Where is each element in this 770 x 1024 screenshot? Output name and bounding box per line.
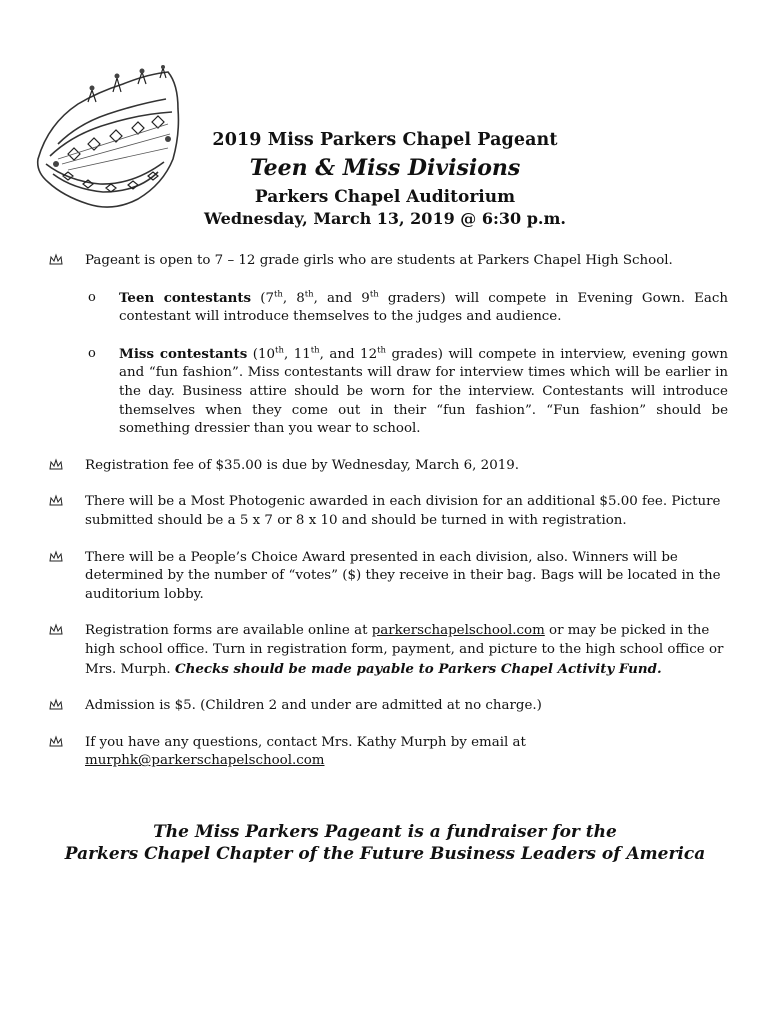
registration-forms-text: Registration forms are available online at parkerschapelschool.com or may be picked in the high school office. Turn in registration form, payment, and picture to the high school office or Mrs. Murph. Checks should be made payable to Parkers Chapel Activity Fund. [85,623,724,677]
list-item [48,457,728,476]
pageant-title: 2019 Miss Parkers Chapel Pageant [212,130,558,150]
contact-email-link[interactable]: murphk@parkerschapelschool.com [85,753,325,769]
teen-label: Teen contestants [119,289,252,306]
checks-payable-note: Checks should be made payable to Parkers Chapel Activity Fund. [174,660,662,677]
list-item [48,734,728,771]
list-item [48,252,728,271]
peoples-choice-text: There will be a People’s Choice Award presented in each division, also. Winners will be determined by the number of “votes” ($) they receive in their bag. Bags will be located in the auditorium lobby. [85,549,721,602]
teen-contestants-item: o Teen contestants (7th, 8th, and 9th graders) will compete in Evening Gown. Each contestant will introduce themselves to the judges and audience. [88,289,729,325]
sub-bullet: o [88,345,96,361]
footer-line-2: Parkers Chapel Chapter of the Future Business Leaders of America [64,844,706,864]
miss-label: Miss contestants [119,345,248,362]
photogenic-text: There will be a Most Photogenic awarded in each division for an additional $5.00 fee. Picture submitted should be a 5 x 7 or 8 x 10 and should be turned in with registration. [85,494,721,528]
list-item [48,549,728,605]
crown-bullet-icon [48,550,64,564]
list-item [48,697,728,716]
crown-bullet-icon [48,458,64,472]
event-date: Wednesday, March 13, 2019 @ 6:30 p.m. [204,209,566,228]
crown-icon [28,64,193,212]
crown-bullet-icon [48,698,64,712]
crown-bullet-icon [48,735,64,749]
questions-text: If you have any questions, contact Mrs. Kathy Murph by email at murphk@parkerschapelschool.com [85,734,526,769]
miss-contestants-item: o Miss contestants (10th, 11th, and 12th grades) will compete in interview, evening gown and “fun fashion”. Miss contestants will draw for interview times which will be earlier in the day. Business attire should be worn for the interview. Contestants will introduce themselves when they come out in their “fun fashion”. “Fun fashion” should be something dressier than you wear to school. [88,345,728,437]
list-item [48,493,728,530]
registration-fee-text: Registration fee of $35.00 is due by Wednesday, March 6, 2019. [85,457,520,473]
teen-description: graders) will compete in Evening Gown. Each contestant will introduce themselves to the judges and audience. [119,290,729,325]
divisions-title: Teen & Miss Divisions [249,155,521,181]
list-item [48,622,728,679]
sub-bullet: o [88,289,96,305]
eligibility-text: Pageant is open to 7 – 12 grade girls who are students at Parkers Chapel High School. [85,253,673,268]
info-list [48,252,728,789]
admission-text: Admission is $5. (Children 2 and under are admitted at no charge.) [85,698,542,714]
venue: Parkers Chapel Auditorium [254,187,516,207]
crown-bullet-icon [48,494,64,508]
miss-description: grades) will compete in interview, evening gown and “fun fashion”. Miss contestants will draw for interview times which will be earlier in the day. Business attire should be worn for the interview. Contestants will introduce themselves when they come out in their “fun fashion”. “Fun fashion” should be something dressier than you wear to school. [119,346,728,437]
footer-line-1: The Miss Parkers Pageant is a fundraiser for the [153,822,617,842]
crown-bullet-icon [48,253,64,267]
school-website-link[interactable]: parkerschapelschool.com [371,623,545,639]
crown-bullet-icon [48,623,64,637]
